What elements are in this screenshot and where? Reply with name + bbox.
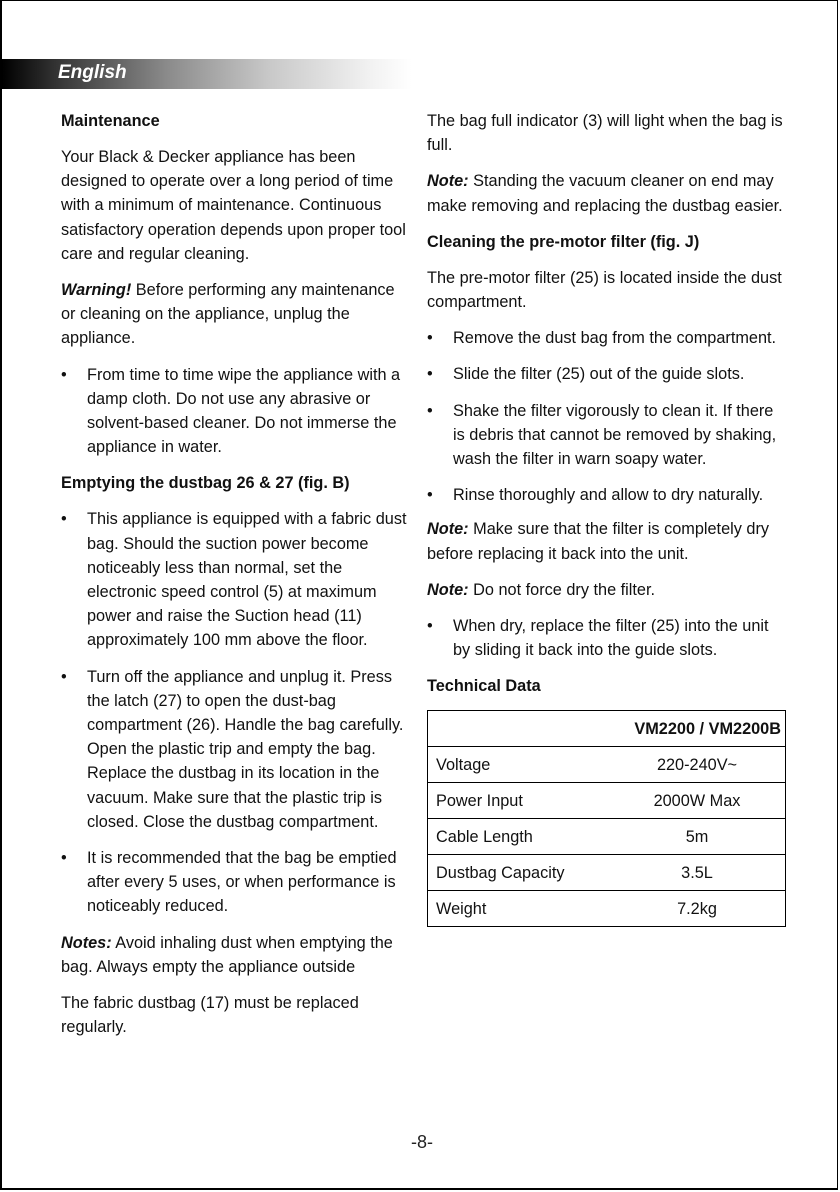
spec-value: 2000W Max [609, 783, 786, 819]
filter-intro: The pre-motor filter (25) is located inside the dust compartment. [427, 268, 782, 312]
note-text: Do not force dry the filter. [468, 580, 656, 599]
table-row [428, 783, 786, 819]
note-paragraph [427, 169, 789, 217]
note-paragraph [427, 517, 789, 565]
note-text: Make sure that the filter is completely dry before replacing it back into the unit. [427, 520, 770, 563]
table-row [428, 891, 786, 927]
list-item: • From time to time wipe the appliance with a damp cloth. Do not use any abrasive or solvent-based cleaner. Do not immerse the appliance in water. [61, 363, 411, 460]
note-label: Note: [427, 520, 469, 539]
spec-label: Voltage [428, 747, 610, 783]
spec-label: Cable Length [428, 819, 610, 855]
maintenance-intro: Your Black & Decker appliance has been designed to operate over a long period of time with a minimum of maintenance. Continuous satisfactory operation depends upon proper tool care and regular cleaning. [61, 148, 406, 263]
warning-paragraph [61, 278, 411, 351]
right-column [427, 109, 789, 927]
technical-data-table [427, 710, 786, 927]
table-row [428, 747, 786, 783]
list-item: • Slide the filter (25) out of the guide slots. [427, 362, 789, 386]
emptying-heading: Emptying the dustbag 26 & 27 (fig. B) [61, 474, 350, 493]
notes-label: Notes: [61, 933, 112, 952]
list-item: • When dry, replace the filter (25) into the unit by sliding it back into the guide slots. [427, 614, 789, 662]
filter-heading: Cleaning the pre-motor filter (fig. J) [427, 232, 700, 251]
note-label: Note: [427, 172, 469, 191]
spec-value: 7.2kg [677, 899, 717, 918]
spec-value: 5m [609, 819, 786, 855]
language-header-bar [2, 59, 412, 89]
note-text: Standing the vacuum cleaner on end may make removing and replacing the dustbag easier. [427, 172, 783, 215]
language-label: English [58, 62, 127, 83]
indicator-text: The bag full indicator (3) will light when the bag is full. [427, 112, 783, 155]
notes-paragraph [61, 931, 411, 979]
technical-data-heading: Technical Data [427, 677, 541, 696]
maintenance-heading: Maintenance [61, 112, 160, 130]
spec-value: 3.5L [609, 855, 786, 891]
spec-label: Power Input [428, 783, 610, 819]
list-item: • Shake the filter vigorously to clean it. If there is debris that cannot be removed by shaking, wash the filter in warn soapy water. [427, 399, 789, 472]
left-column [61, 109, 411, 1052]
list-item: • Turn off the appliance and unplug it. Press the latch (27) to open the dust-bag compartment (26). Handle the bag carefully. Open the plastic trip and empty the bag. Replace the dustbag in its location in the vacuum. Make sure that the plastic trip is closed. Close the dustbag compartment. [61, 665, 411, 834]
notes-text: Avoid inhaling dust when emptying the bag. Always empty the appliance outside [61, 933, 393, 976]
note-paragraph [427, 578, 789, 602]
table-row [428, 855, 786, 891]
warning-label: Warning! [61, 281, 132, 300]
model-header: VM2200 / VM2200B [428, 711, 786, 747]
spec-value: 220-240V~ [609, 747, 786, 783]
list-item: • This appliance is equipped with a fabric dust bag. Should the suction power become noticeably less than normal, set the electronic speed control (5) at maximum power and raise the Suction head (11) approximately 100 mm above the floor. [61, 507, 411, 652]
table-row [428, 819, 786, 855]
list-item: • Remove the dust bag from the compartment. [427, 326, 789, 350]
spec-label: Dustbag Capacity [428, 855, 610, 891]
page-number: -8- [411, 1132, 433, 1152]
warning-text: Before performing any maintenance or cleaning on the appliance, unplug the appliance. [61, 281, 395, 348]
note-label: Note: [427, 580, 469, 599]
table-header-row [428, 711, 786, 747]
list-item: • It is recommended that the bag be emptied after every 5 uses, or when performance is noticeably reduced. [61, 846, 411, 919]
replace-dustbag-text: The fabric dustbag (17) must be replaced regularly. [61, 994, 359, 1037]
list-item: • Rinse thoroughly and allow to dry naturally. [427, 483, 789, 507]
spec-label: Weight [436, 899, 487, 918]
